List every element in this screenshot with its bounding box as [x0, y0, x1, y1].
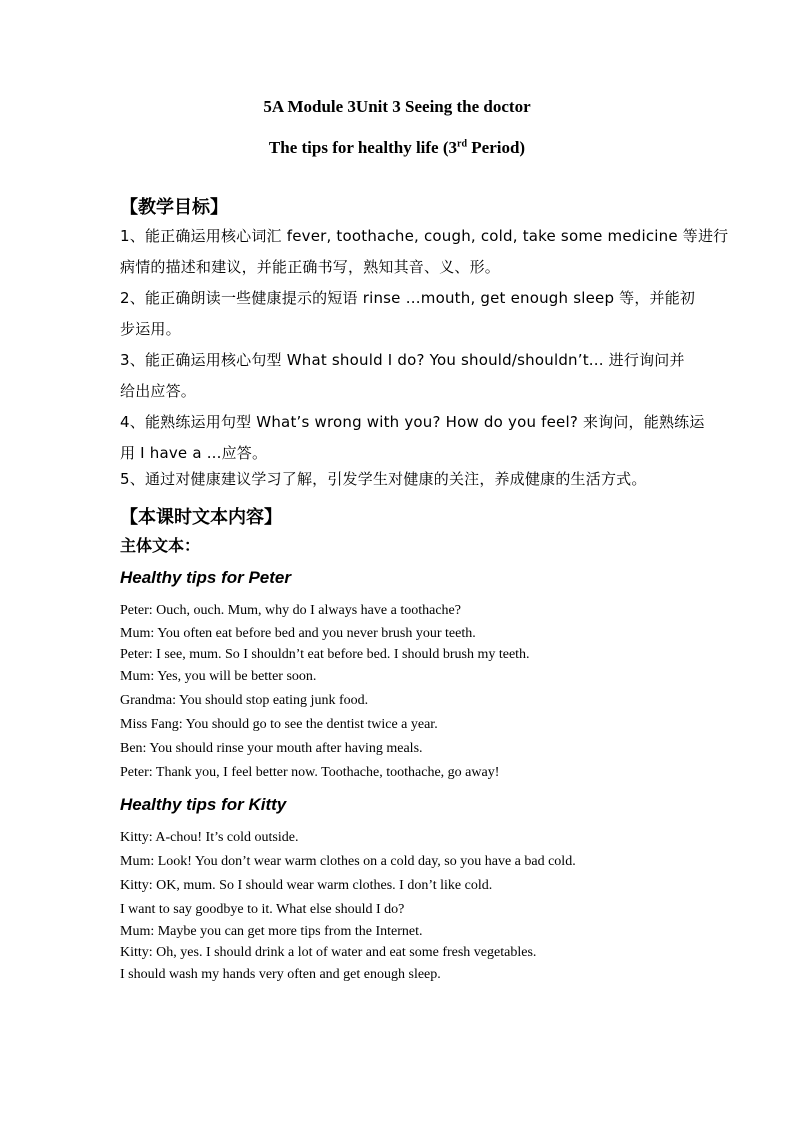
- main-text-label: 主体文本：: [120, 536, 201, 555]
- objectives-heading: 【教学目标】: [120, 197, 228, 218]
- subtitle-end: Period): [467, 138, 526, 157]
- subtitle-superscript: rd: [457, 138, 468, 150]
- document-subtitle: [0, 138, 794, 158]
- objective-line: 步运用。: [120, 320, 181, 338]
- objective-line: 给出应答。: [120, 382, 197, 400]
- dialogue-line: Peter: Ouch, ouch. Mum, why do I always have a toothache?: [120, 603, 461, 618]
- objective-line: 病情的描述和建议，并能正确书写，熟知其音、义、形。: [120, 258, 501, 276]
- dialogue-line: Mum: Yes, you will be better soon.: [120, 669, 317, 684]
- story-title-kitty: Healthy tips for Kitty: [120, 795, 287, 814]
- dialogue-line: Kitty: Oh, yes. I should drink a lot of water and eat some fresh vegetables.: [120, 945, 537, 960]
- dialogue-line: Peter: Thank you, I feel better now. Toothache, toothache, go away!: [120, 765, 500, 780]
- dialogue-line: I want to say goodbye to it. What else should I do?: [120, 902, 405, 917]
- objective-line: 用 I have a ...应答。: [120, 444, 268, 462]
- dialogue-line: Mum: You often eat before bed and you never brush your teeth.: [120, 626, 476, 641]
- content-heading: 【本课时文本内容】: [120, 507, 282, 528]
- document-title: 5A Module 3Unit 3 Seeing the doctor: [263, 97, 531, 116]
- dialogue-line: Kitty: OK, mum. So I should wear warm clothes. I don’t like cold.: [120, 878, 493, 893]
- dialogue-line: Grandma: You should stop eating junk food.: [120, 693, 369, 708]
- story-title-peter: Healthy tips for Peter: [120, 568, 291, 587]
- objective-line: 2、能正确朗读一些健康提示的短语 rinse …mouth, get enough sleep 等，并能初: [120, 289, 696, 307]
- dialogue-line: Peter: I see, mum. So I shouldn’t eat before bed. I should brush my teeth.: [120, 647, 530, 662]
- subtitle-main: The tips for healthy life (3: [268, 138, 458, 157]
- objective-line: 3、能正确运用核心句型 What should I do? You should/shouldn’t... 进行询问并: [120, 351, 685, 369]
- dialogue-line: Mum: Maybe you can get more tips from the Internet.: [120, 924, 423, 939]
- dialogue-line: I should wash my hands very often and get enough sleep.: [120, 967, 441, 982]
- objective-line: 4、能熟练运用句型 What’s wrong with you? How do you feel? 来询问，能熟练运: [120, 413, 705, 431]
- dialogue-line: Miss Fang: You should go to see the dentist twice a year.: [120, 717, 438, 732]
- objective-line: 1、能正确运用核心词汇 fever, toothache, cough, cold, take some medicine 等进行: [120, 227, 729, 245]
- dialogue-line: Mum: Look! You don’t wear warm clothes on a cold day, so you have a bad cold.: [120, 854, 576, 869]
- dialogue-line: Kitty: A-chou! It’s cold outside.: [120, 830, 299, 845]
- objective-line: 5、通过对健康建议学习了解，引发学生对健康的关注，养成健康的生活方式。: [120, 470, 647, 488]
- dialogue-line: Ben: You should rinse your mouth after having meals.: [120, 741, 423, 756]
